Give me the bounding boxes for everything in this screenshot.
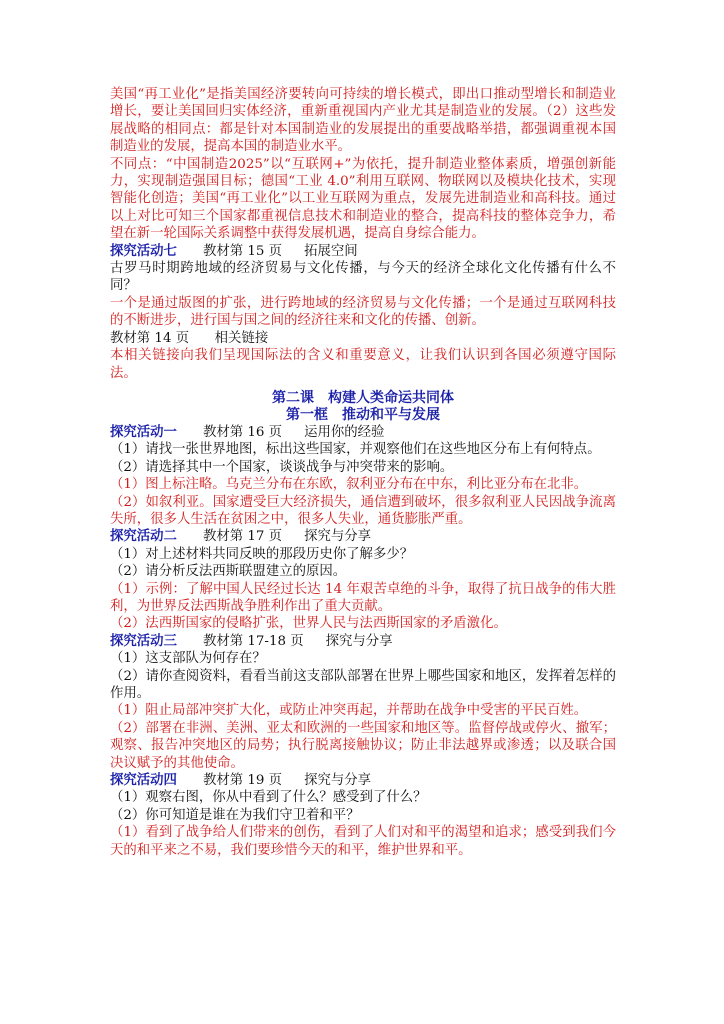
activity-label: 探究活动三 — [110, 633, 177, 649]
activity-heading — [110, 528, 616, 545]
activity-topic: 拓展空间 — [304, 243, 358, 259]
question-text: （2）请选择其中一个国家，谈谈战争与冲突带来的影响。 — [110, 459, 454, 475]
activity-page: 教材第 19 页 — [202, 773, 283, 789]
question-text: （2）请你查阅资料，看看当前这支部队部署在世界上哪些国家和地区，发挥着怎样的作用。 — [110, 668, 616, 701]
activity-page: 教材第 16 页 — [202, 424, 283, 440]
question-text: （2）请分析反法西斯联盟建立的原因。 — [110, 564, 347, 580]
question-text: （1）请找一张世界地图，标出这些国家，并观察他们在这些地区分布上有何特点。 — [110, 442, 601, 458]
activity-heading — [110, 243, 616, 260]
activity-page: 教材第 17-18 页 — [202, 633, 304, 649]
activity-topic: 运用你的经验 — [304, 424, 385, 440]
activity-page: 教材第 17 页 — [202, 529, 283, 545]
activity-heading — [110, 424, 616, 441]
question-text: （1）这支部队为何存在？ — [110, 651, 266, 667]
activity-topic: 探究与分享 — [304, 529, 372, 545]
activity-topic: 探究与分享 — [304, 773, 372, 789]
activity-label: 探究活动二 — [110, 529, 177, 545]
activity-label: 探究活动一 — [110, 424, 177, 440]
activity-topic: 探究与分享 — [325, 633, 393, 649]
answer-text: （2）法西斯国家的侵略扩张，世界人民与法西斯国家的矛盾激化。 — [110, 616, 507, 632]
lesson-title: 第二课 构建人类命运共同体 — [272, 389, 454, 406]
paragraph-differences: 不同点：“中国制造2025”以“互联网+”为依托，提升制造业整体素质，增强创新能力，实现制造强国目标；德国“工业 4.0”利用互联网、物联网以及模块化技术，实现智能化创造；美国“再工业化”以工业互联网为重点，发展先进制造业和高科技。通过以上对比可知三个国家都重视信息技术和制造业的整合，提高科技的整体竞争力，希望在新一轮国际关系调整中获得发展机遇，提高自身综合能力。 — [110, 156, 616, 242]
activity-label: 探究活动七 — [110, 243, 177, 259]
document-page — [110, 86, 616, 859]
answer-text: （2）如叙利亚。国家遭受巨大经济损失，通信遭到破坏，很多叙利亚人民因战争流离失所，很多人生活在贫困之中，很多人失业，通货膨胀严重。 — [110, 494, 616, 527]
answer-text: （1）看到了战争给人们带来的创伤，看到了人们对和平的渴望和追求；感受到我们今天的和平来之不易，我们要珍惜今天的和平，维护世界和平。 — [110, 825, 616, 858]
answer-text: （2）部署在非洲、美洲、亚太和欧洲的一些国家和地区等。监督停战或停火、撤军；观察、报告冲突地区的局势；执行脱离接触协议；防止非法越界或渗透；以及联合国决议赋予的其他使命。 — [110, 720, 616, 771]
lesson-subtitle: 第一框 推动和平与发展 — [286, 406, 440, 423]
related-link-heading: 教材第 14 页 相关链接 — [110, 330, 269, 346]
question-text: 古罗马时期跨地域的经济贸易与文化传播，与今天的经济全球化文化传播有什么不同？ — [110, 261, 616, 294]
activity-label: 探究活动四 — [110, 773, 177, 789]
paragraph-reindustrialization: 美国“再工业化”是指美国经济要转向可持续的增长模式，即出口推动型增长和制造业增长，要让美国回归实体经济，重新重视国内产业尤其是制造业的发展。（2）这些发展战略的相同点：都是针对本国制造业的发展提出的重要战略举措，都强调重视本国制造业的发展，提高本国的制造业水平。 — [110, 87, 616, 155]
answer-text: （1）图上标注略。乌克兰分布在东欧，叙利亚分布在中东，利比亚分布在北非。 — [110, 477, 588, 493]
question-text: （1）对上述材料共同反映的那段历史你了解多少？ — [110, 546, 414, 562]
activity-heading — [110, 633, 616, 650]
activity-heading — [110, 772, 616, 789]
answer-text: 本相关链接向我们呈现国际法的含义和重要意义，让我们认识到各国必须遵守国际法。 — [110, 348, 616, 381]
activity-page: 教材第 15 页 — [202, 243, 283, 259]
question-text: （1）观察右图，你从中看到了什么？感受到了什么？ — [110, 790, 427, 806]
answer-text: （1）示例：了解中国人民经过长达 14 年艰苦卓绝的斗争，取得了抗日战争的伟大胜利，为世界反法西斯战争胜利作出了重大贡献。 — [110, 581, 616, 614]
question-text: （2）你可知道是谁在为我们守卫着和平？ — [110, 807, 360, 823]
answer-text: （1）阻止局部冲突扩大化，或防止冲突再起，并帮助在战争中受害的平民百姓。 — [110, 703, 588, 719]
answer-text: 一个是通过版图的扩张，进行跨地域的经济贸易与文化传播；一个是通过互联网科技的不断进步，进行国与国之间的经济往来和文化的传播、创新。 — [110, 295, 616, 329]
